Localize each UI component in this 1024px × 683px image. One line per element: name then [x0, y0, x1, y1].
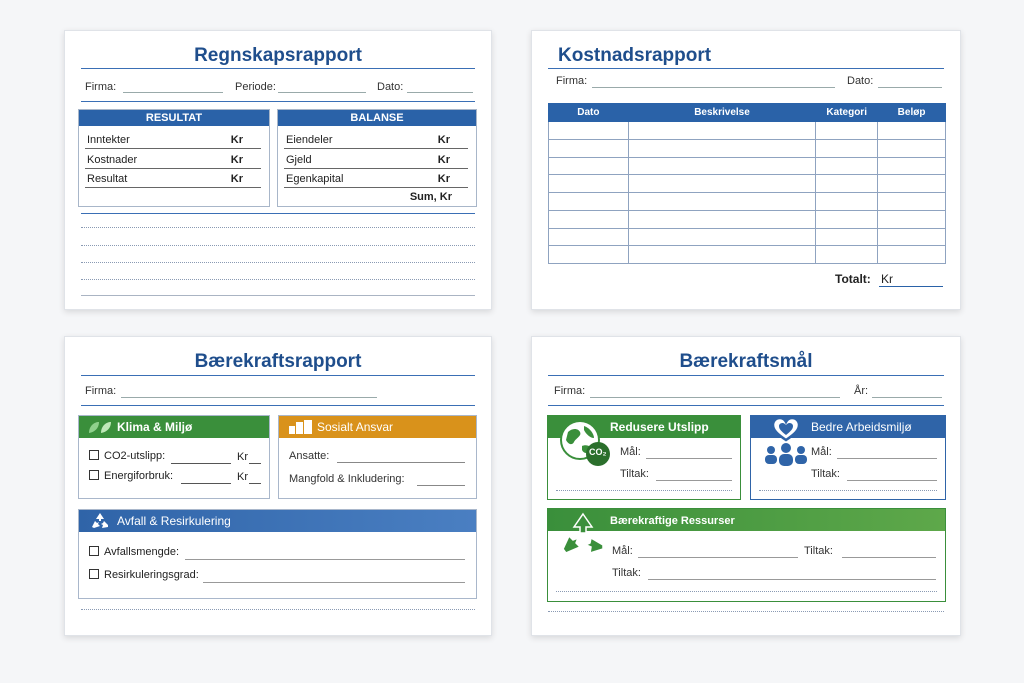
- aar-label: År:: [854, 385, 869, 397]
- row-label: CO2-utslipp:: [104, 450, 166, 462]
- row-label: Energiforbruk:: [104, 470, 174, 482]
- row-divider: [85, 168, 261, 169]
- row-label: Inntekter: [87, 134, 130, 146]
- recycle-icon: [558, 511, 608, 557]
- note-line[interactable]: [81, 227, 475, 228]
- table-row[interactable]: [549, 193, 946, 211]
- globe-co2-icon: [558, 418, 612, 468]
- row-label: Avfallsmengde:: [104, 546, 180, 558]
- note-line[interactable]: [81, 609, 475, 610]
- checkbox[interactable]: [89, 546, 99, 556]
- checkbox[interactable]: [89, 450, 99, 460]
- row-unit: Kr: [230, 173, 243, 185]
- dato-field[interactable]: [407, 92, 473, 93]
- resultat-box: [78, 109, 270, 207]
- aar-field[interactable]: [872, 397, 942, 398]
- totalt-field[interactable]: [879, 286, 943, 287]
- dato-field[interactable]: [878, 87, 942, 88]
- maal-field[interactable]: [638, 557, 798, 558]
- checkbox[interactable]: [89, 569, 99, 579]
- leaf-icon: [87, 419, 113, 435]
- arbeidsmiljo-section: [750, 415, 946, 500]
- balanse-row-egenkapital[interactable]: [286, 173, 466, 185]
- avfall-section: [78, 509, 477, 599]
- checkbox[interactable]: [89, 470, 99, 480]
- maal-field[interactable]: [646, 458, 732, 459]
- firma-field[interactable]: [592, 87, 835, 88]
- dato-label: Dato:: [377, 81, 404, 93]
- row-divider: [284, 148, 468, 149]
- row-unit: Kr: [437, 173, 450, 185]
- resultat-row-kostnader[interactable]: [87, 154, 259, 166]
- title-rule: [81, 68, 475, 69]
- firma-label: Firma:: [556, 75, 588, 87]
- mangfold-label: Mangfold & Inkludering:: [289, 473, 405, 485]
- co2-field[interactable]: [171, 463, 231, 464]
- row-unit: Kr: [437, 134, 450, 146]
- regnskapsrapport-card: [64, 30, 492, 310]
- tiltak-label: Tiltak:: [804, 545, 833, 557]
- row-label: Egenkapital: [286, 173, 344, 185]
- title-rule: [81, 375, 475, 376]
- note-line[interactable]: [556, 490, 732, 491]
- maal-label: Mål:: [620, 446, 641, 458]
- card-title: Bærekraftsrapport: [194, 351, 362, 372]
- firma-field[interactable]: [121, 397, 377, 398]
- note-line[interactable]: [81, 262, 475, 263]
- table-row[interactable]: [549, 122, 946, 140]
- tiltak-label: Tiltak:: [620, 468, 649, 480]
- mangfold-field[interactable]: [417, 485, 465, 486]
- row-label: Eiendeler: [286, 134, 333, 146]
- title-rule: [548, 375, 944, 376]
- resultat-row-resultat[interactable]: [87, 173, 259, 185]
- tiltak-field[interactable]: [842, 557, 936, 558]
- table-row[interactable]: [549, 157, 946, 175]
- row-unit: Kr: [230, 154, 243, 166]
- sosialt-header: [279, 416, 476, 438]
- title-rule: [548, 68, 944, 69]
- note-line[interactable]: [81, 295, 475, 296]
- periode-field[interactable]: [278, 92, 366, 93]
- unit-field[interactable]: [249, 463, 261, 464]
- resultat-header: RESULTAT: [79, 110, 269, 126]
- periode-label: Periode:: [235, 81, 276, 93]
- dato-label: Dato:: [847, 75, 874, 87]
- energi-row[interactable]: [89, 470, 173, 482]
- balanse-row-eiendeler[interactable]: [286, 134, 466, 146]
- row-divider: [284, 187, 468, 188]
- section-title: Klima & Miljø: [117, 420, 193, 434]
- baerekraftsrapport-card: [64, 336, 492, 636]
- section-title: Avfall & Resirkulering: [117, 514, 231, 528]
- note-line[interactable]: [556, 591, 937, 592]
- row-label: Kostnader: [87, 154, 138, 166]
- maal-label: Mål:: [811, 446, 832, 458]
- ansatte-field[interactable]: [337, 462, 465, 463]
- tiltak-label: Tiltak:: [612, 567, 641, 579]
- team-heart-icon: [763, 416, 809, 470]
- avfallsmengde-field[interactable]: [185, 559, 465, 560]
- table-row[interactable]: [549, 228, 946, 246]
- klima-header: [79, 416, 269, 438]
- card-title: Kostnadsrapport: [558, 45, 712, 66]
- note-line[interactable]: [81, 245, 475, 246]
- table-row[interactable]: [549, 210, 946, 228]
- section-title: Bedre Arbeidsmiljø: [811, 420, 912, 434]
- firma-field[interactable]: [123, 92, 223, 93]
- table-row[interactable]: [549, 246, 946, 264]
- row-label: Gjeld: [286, 154, 312, 166]
- resirkulering-row[interactable]: [89, 569, 199, 581]
- row-unit: Kr: [237, 451, 248, 463]
- header-rule: [81, 405, 475, 406]
- utslipp-section: [547, 415, 741, 500]
- row-unit: Kr: [237, 471, 248, 483]
- row-label: Resultat: [87, 173, 128, 185]
- avfallsmengde-row[interactable]: [89, 546, 179, 558]
- note-line[interactable]: [548, 611, 944, 612]
- header-rule: [81, 101, 475, 102]
- col-beskrivelse: Beskrivelse: [628, 104, 815, 122]
- ansatte-label: Ansatte:: [289, 450, 330, 462]
- note-line[interactable]: [81, 279, 475, 280]
- card-title: Regnskapsrapport: [194, 45, 362, 66]
- totalt-label: Totalt:: [835, 272, 871, 286]
- recycle-icon: [89, 511, 111, 531]
- firma-field[interactable]: [590, 397, 840, 398]
- balanse-box: [277, 109, 477, 207]
- totalt-unit: Kr: [881, 272, 893, 286]
- firma-label: Firma:: [554, 385, 586, 397]
- balanse-sum: Sum, Kr: [409, 191, 452, 203]
- energi-field[interactable]: [181, 483, 231, 484]
- maal-label: Mål:: [612, 545, 633, 557]
- header-rule: [548, 405, 944, 406]
- tiltak-field[interactable]: [656, 480, 732, 481]
- row-unit: Kr: [437, 154, 450, 166]
- row-divider: [85, 187, 261, 188]
- col-belop: Beløp: [878, 104, 946, 122]
- klima-section: [78, 415, 270, 499]
- col-kategori: Kategori: [816, 104, 878, 122]
- tiltak-label: Tiltak:: [811, 468, 840, 480]
- firma-label: Firma:: [85, 81, 117, 93]
- sosialt-section: [278, 415, 477, 499]
- co2-row[interactable]: [89, 450, 165, 462]
- section-title: Sosialt Ansvar: [317, 420, 394, 434]
- note-line[interactable]: [759, 490, 937, 491]
- unit-field[interactable]: [249, 483, 261, 484]
- firma-label: Firma:: [85, 385, 117, 397]
- maal-field[interactable]: [837, 458, 937, 459]
- tiltak-field[interactable]: [648, 579, 936, 580]
- ressurser-section: [547, 508, 946, 602]
- kostnadsrapport-card: [531, 30, 961, 310]
- balanse-header: BALANSE: [278, 110, 476, 126]
- card-title: Bærekraftsmål: [679, 351, 813, 372]
- co2-badge: CO₂: [589, 447, 607, 457]
- note-rule: [81, 213, 475, 214]
- row-divider: [284, 168, 468, 169]
- balanse-row-gjeld[interactable]: [286, 154, 466, 166]
- row-unit: Kr: [230, 134, 243, 146]
- table-row[interactable]: [549, 175, 946, 193]
- cost-table: [548, 103, 946, 264]
- row-divider: [85, 148, 261, 149]
- section-title: Bærekraftige Ressurser: [610, 515, 735, 527]
- resultat-row-inntekter[interactable]: [87, 134, 259, 146]
- table-row[interactable]: [549, 139, 946, 157]
- section-title: Redusere Utslipp: [610, 420, 709, 434]
- row-label: Resirkuleringsgrad:: [104, 569, 199, 581]
- buildings-icon: [287, 419, 315, 435]
- col-dato: Dato: [549, 104, 629, 122]
- avfall-header: [79, 510, 476, 532]
- tiltak-field[interactable]: [847, 480, 937, 481]
- resirkulering-field[interactable]: [203, 582, 465, 583]
- baerekraftsmal-card: [531, 336, 961, 636]
